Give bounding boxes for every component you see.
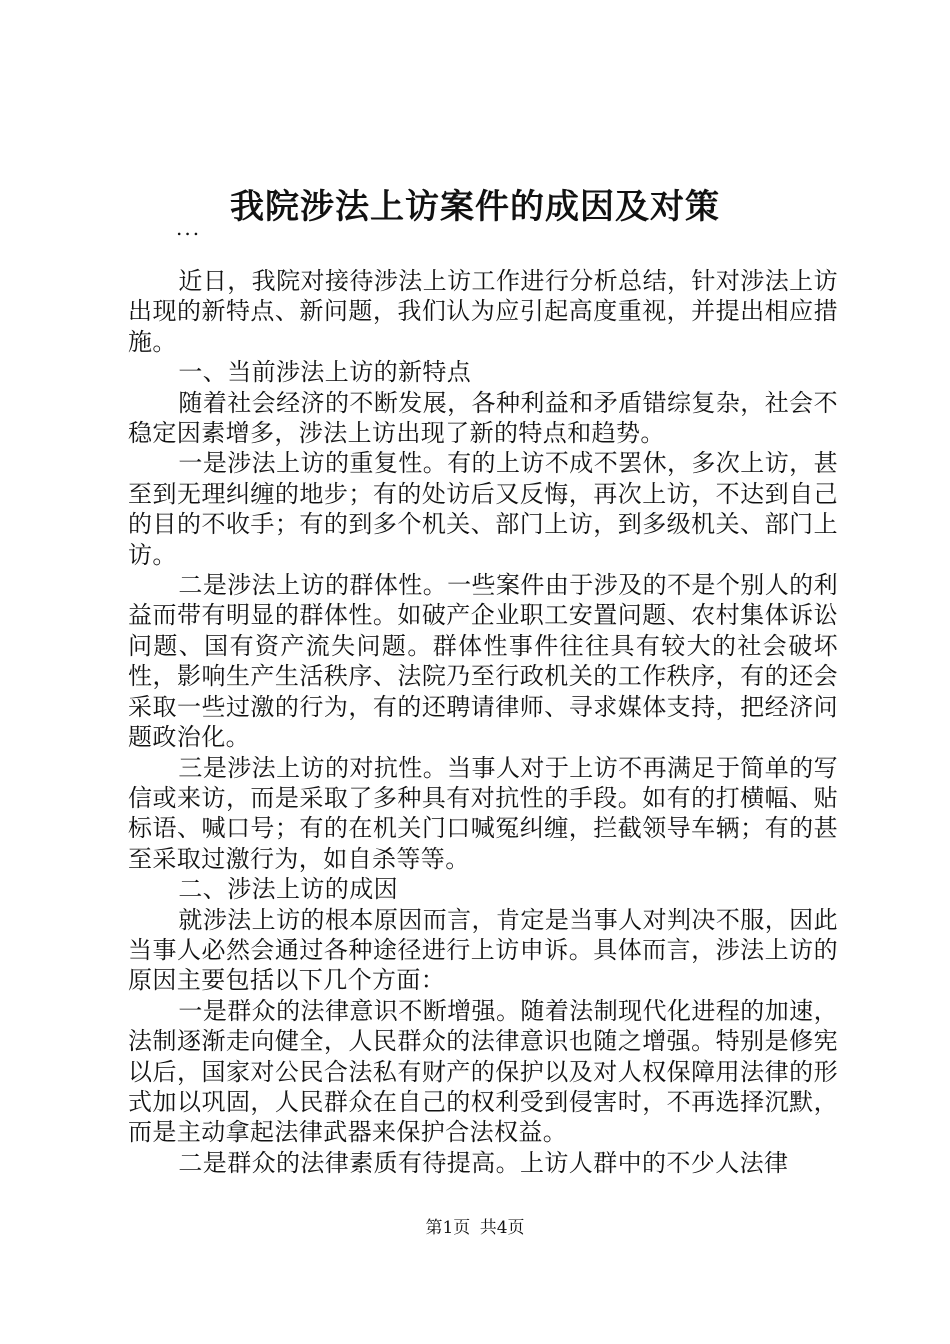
paragraph: 就涉法上访的根本原因而言，肯定是当事人对判决不服，因此当事人必然会通过各种途径进行上访申诉。具体而言，涉法上访的原因主要包括以下几个方面： (128, 905, 838, 995)
paragraph: 二是涉法上访的群体性。一些案件由于涉及的不是个别人的利益而带有明显的群体性。如破产企业职工安置问题、农村集体诉讼问题、国有资产流失问题。群体性事件往往具有较大的社会破坏性，影响生产生活秩序、法院乃至行政机关的工作秩序，有的还会采取一些过激的行为，有的还聘请律师、寻求媒体支持，把经济问题政治化。 (128, 571, 838, 752)
page-total: 共4页 (479, 1218, 525, 1238)
paragraph: 随着社会经济的不断发展，各种利益和矛盾错综复杂，社会不稳定因素增多，涉法上访出现了新的特点和趋势。 (128, 388, 838, 448)
page-footer (0, 1216, 950, 1240)
paragraph: 二是群众的法律素质有待提高。上访人群中的不少人法律 (178, 1148, 789, 1177)
document-body (128, 266, 838, 1178)
paragraph: 一是群众的法律意识不断增强。随着法制现代化进程的加速，法制逐渐走向健全，人民群众的法律意识也随之增强。特别是修宪以后，国家对公民合法私有财产的保护以及对人权保障用法律的形式加以巩固，人民群众在自己的权利受到侵害时，不再选择沉默，而是主动拿起法律武器来保护合法权益。 (128, 996, 838, 1147)
paragraph-intro: 近日，我院对接待涉法上访工作进行分析总结，针对涉法上访出现的新特点、新问题，我们认为应引起高度重视，并提出相应措施。 (128, 267, 838, 356)
page-number: 第1页 (425, 1218, 471, 1238)
paragraph: 一是涉法上访的重复性。有的上访不成不罢休，多次上访，甚至到无理纠缠的地步；有的处访后又反悔，再次上访，不达到自己的目的不收手；有的到多个机关、部门上访，到多级机关、部门上访。 (128, 449, 838, 569)
section-heading-1: 一、当前涉法上访的新特点 (178, 358, 472, 387)
document-title: 我院涉法上访案件的成因及对策 (230, 187, 720, 227)
ellipsis-mark: ... (176, 216, 202, 240)
paragraph: 三是涉法上访的对抗性。当事人对于上访不再满足于简单的写信或来访，而是采取了多种具有对抗性的手段。如有的打横幅、贴标语、喊口号；有的在机关门口喊冤纠缠，拦截领导车辆；有的甚至采取过激行为，如自杀等等。 (128, 753, 838, 873)
section-heading-2: 二、涉法上访的成因 (178, 875, 398, 904)
